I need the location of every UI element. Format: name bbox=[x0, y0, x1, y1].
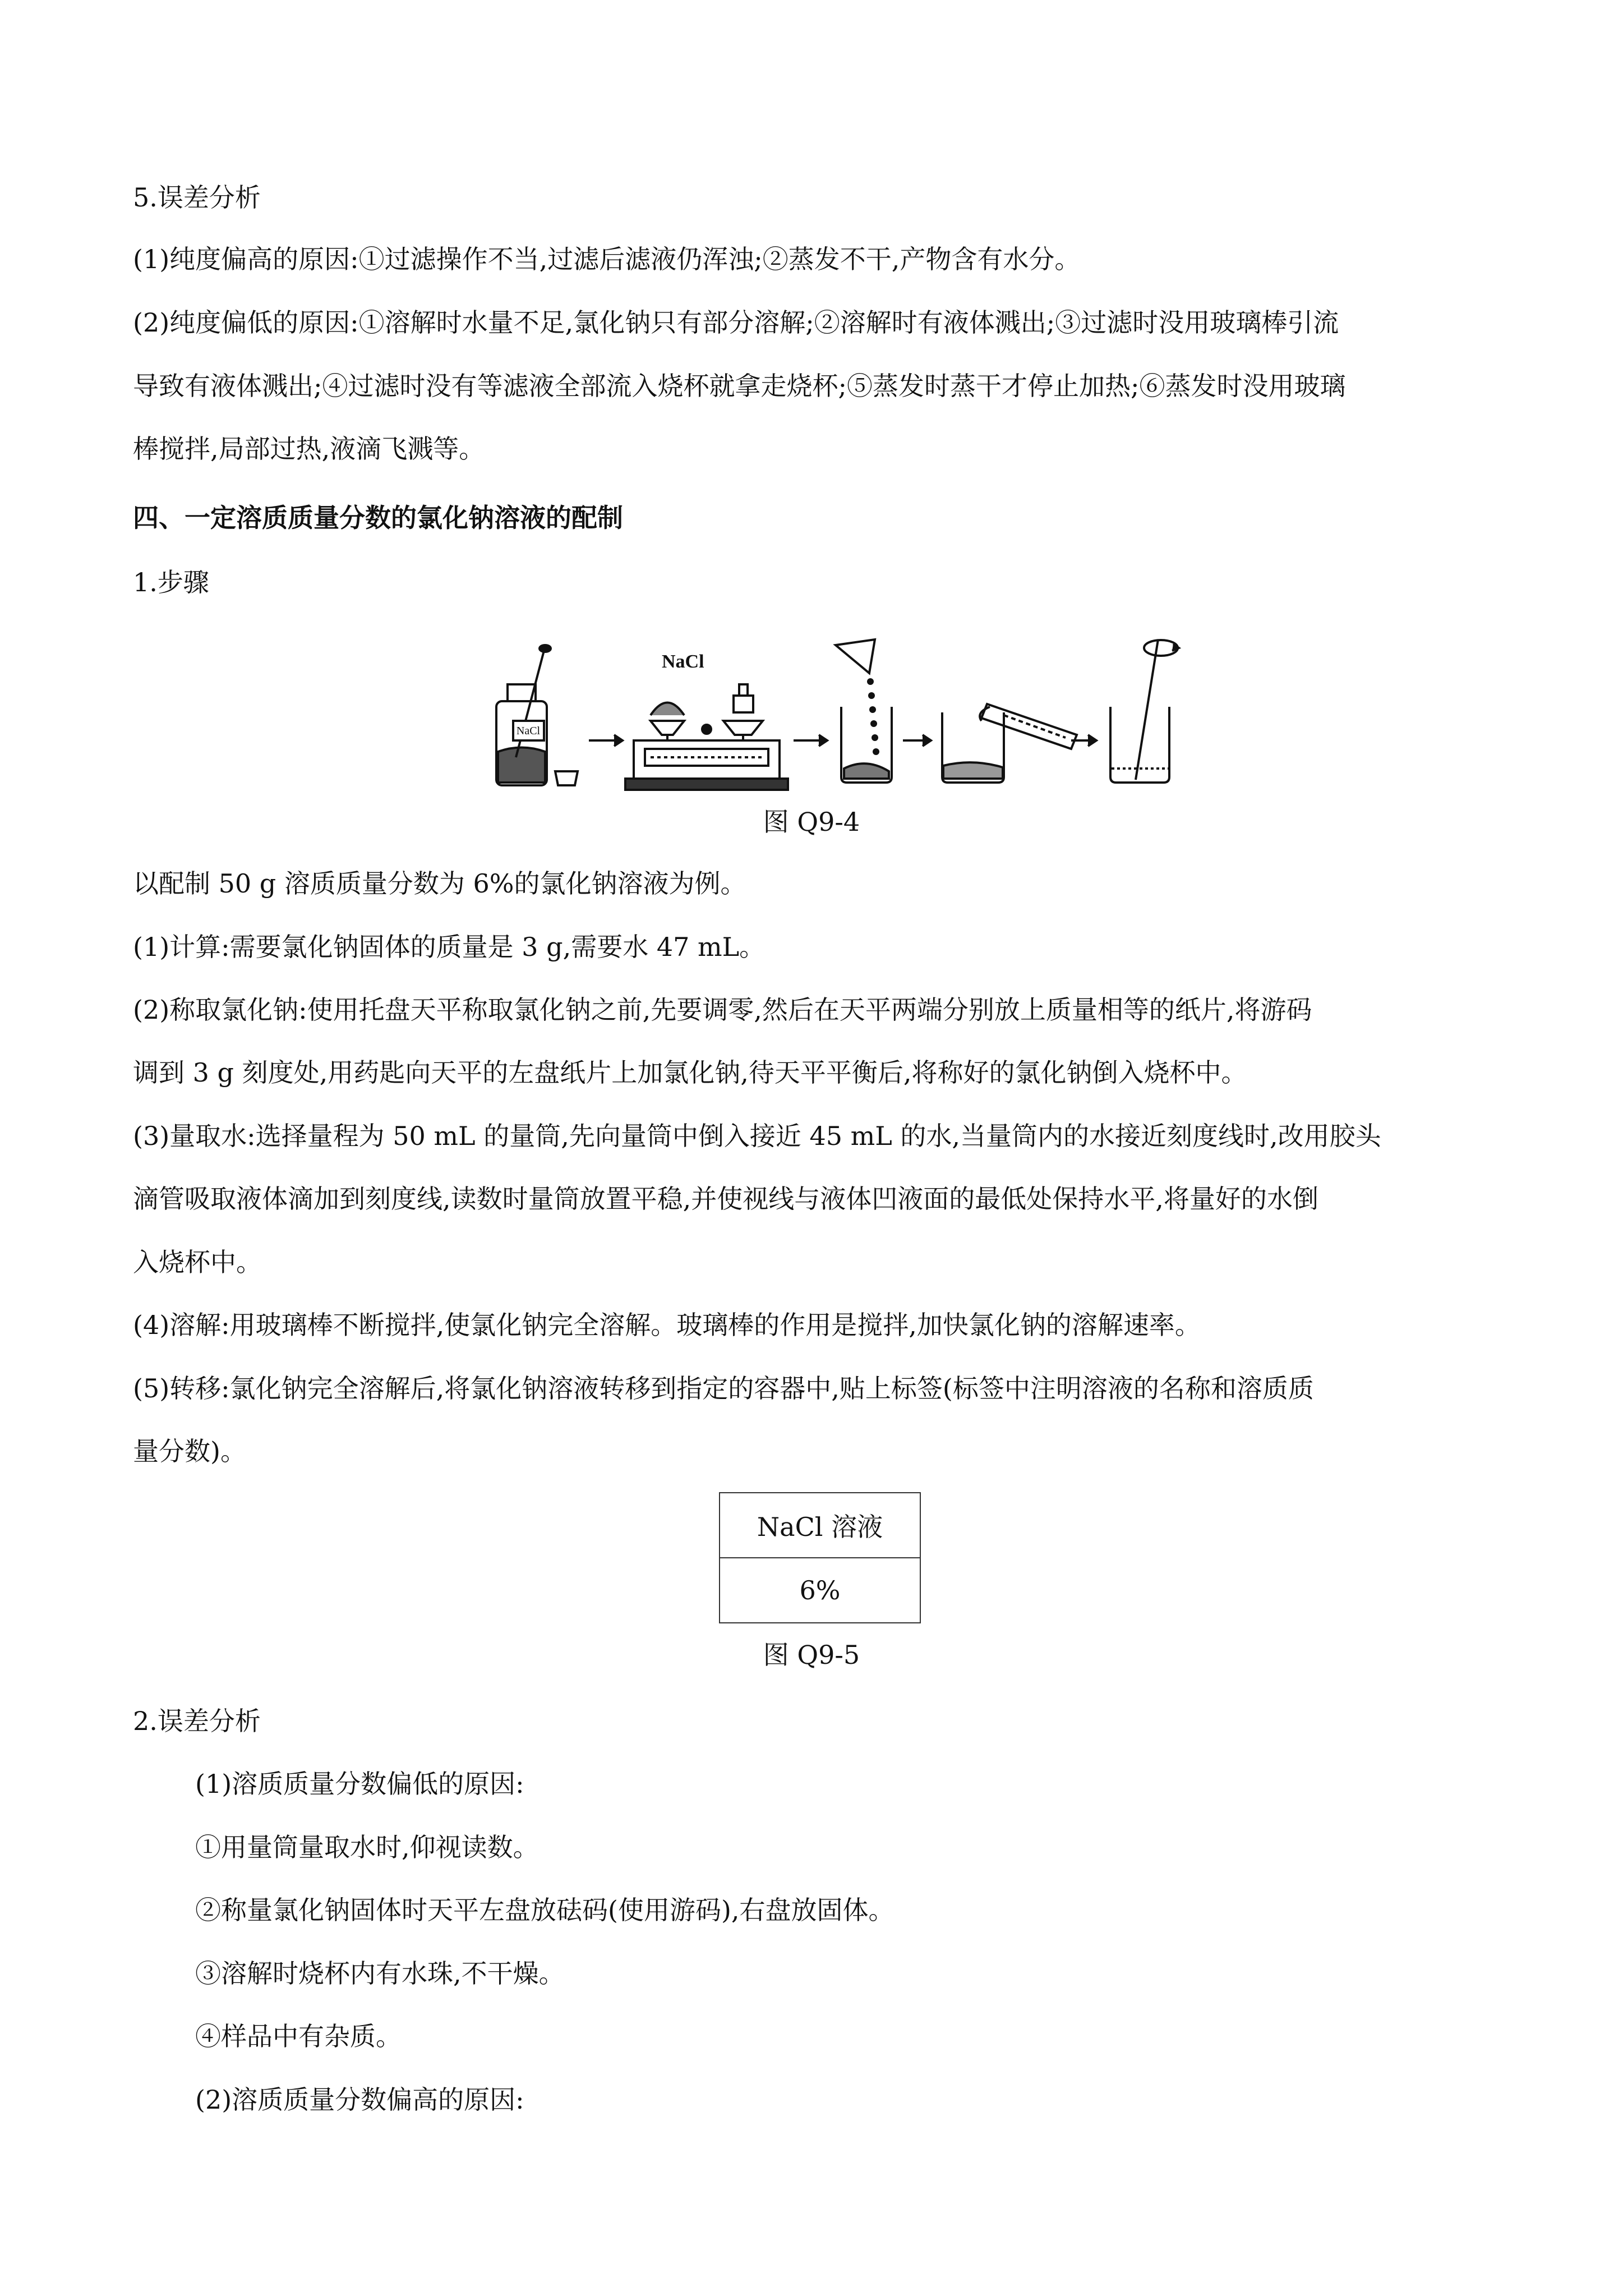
arrow-right-icon bbox=[589, 735, 623, 746]
reagent-bottle-icon bbox=[496, 645, 578, 785]
error-analysis-title: 2.误差分析 bbox=[133, 1706, 261, 1736]
step-3-line-3: 入烧杯中。 bbox=[133, 1247, 262, 1277]
high-causes-title: (2)溶质质量分数偏高的原因: bbox=[195, 2085, 524, 2115]
figure-caption-q9-5: 图 Q9-5 bbox=[763, 1640, 860, 1670]
experiment-steps-figure bbox=[482, 628, 1200, 797]
paragraph-purity-low-line-2: 导致有液体溅出;④过滤时没有等滤液全部流入烧杯就拿走烧杯;⑤蒸发时蒸干才停止加热;⑥蒸发时没用玻璃 bbox=[133, 371, 1346, 401]
label-concentration: 6% bbox=[720, 1558, 920, 1623]
bottle-label: NaCl bbox=[516, 725, 541, 737]
step-5-line-1: (5)转移:氯化钠完全溶解后,将氯化钠溶液转移到指定的容器中,贴上标签(标签中注明溶液的名称和溶质质 bbox=[133, 1373, 1314, 1404]
low-cause-4: ④样品中有杂质。 bbox=[195, 2021, 402, 2051]
section-4-heading: 四、一定溶质质量分数的氯化钠溶液的配制 bbox=[133, 503, 623, 533]
step-1-calculate: (1)计算:需要氯化钠固体的质量是 3 g,需要水 47 mL。 bbox=[133, 932, 766, 962]
low-causes-title: (1)溶质质量分数偏低的原因: bbox=[195, 1769, 524, 1799]
balance-icon bbox=[625, 651, 788, 790]
section-5-title: 5.误差分析 bbox=[133, 182, 261, 213]
figure-caption-q9-4: 图 Q9-4 bbox=[763, 807, 860, 837]
step-3-line-1: (3)量取水:选择量程为 50 mL 的量筒,先向量筒中倒入接近 45 mL 的水,当量筒内的水接近刻度线时,改用胶头 bbox=[133, 1121, 1381, 1151]
step-2-line-2: 调到 3 g 刻度处,用药匙向天平的左盘纸片上加氯化钠,待天平平衡后,将称好的氯化钠倒入烧杯中。 bbox=[133, 1057, 1247, 1088]
beaker-pouring-icon bbox=[836, 639, 892, 783]
paragraph-purity-low-line-1: (2)纯度偏低的原因:①溶解时水量不足,氯化钠只有部分溶解;②溶解时有液体溅出;③过滤时没用玻璃棒引流 bbox=[133, 307, 1339, 338]
nacl-label: NaCl bbox=[662, 651, 704, 672]
step-4-dissolve: (4)溶解:用玻璃棒不断搅拌,使氯化钠完全溶解。玻璃棒的作用是搅拌,加快氯化钠的溶解速率。 bbox=[133, 1310, 1201, 1340]
steps-title: 1.步骤 bbox=[133, 567, 209, 597]
step-3-line-2: 滴管吸取液体滴加到刻度线,读数时量筒放置平稳,并使视线与液体凹液面的最低处保持水平,将量好的水倒 bbox=[133, 1184, 1318, 1214]
arrow-right-icon bbox=[903, 735, 931, 746]
intro-text: 以配制 50 g 溶质质量分数为 6%的氯化钠溶液为例。 bbox=[133, 868, 746, 899]
low-cause-1: ①用量筒量取水时,仰视读数。 bbox=[195, 1832, 539, 1862]
arrow-right-icon bbox=[794, 735, 827, 746]
solution-label-table bbox=[719, 1492, 921, 1623]
step-5-line-2: 量分数)。 bbox=[133, 1436, 246, 1466]
step-2-line-1: (2)称取氯化钠:使用托盘天平称取氯化钠之前,先要调零,然后在天平两端分别放上质量相等的纸片,将游码 bbox=[133, 995, 1312, 1025]
low-cause-2: ②称量氯化钠固体时天平左盘放砝码(使用游码),右盘放固体。 bbox=[195, 1895, 895, 1925]
paragraph-purity-high: (1)纯度偏高的原因:①过滤操作不当,过滤后滤液仍浑浊;②蒸发不干,产物含有水分。 bbox=[133, 244, 1081, 274]
beaker-cylinder-icon bbox=[942, 704, 1077, 783]
beaker-stirring-icon bbox=[1110, 639, 1179, 783]
paragraph-purity-low-line-3: 棒搅拌,局部过热,液滴飞溅等。 bbox=[133, 434, 485, 464]
low-cause-3: ③溶解时烧杯内有水珠,不干燥。 bbox=[195, 1958, 565, 1989]
label-solution-name: NaCl 溶液 bbox=[720, 1493, 920, 1558]
